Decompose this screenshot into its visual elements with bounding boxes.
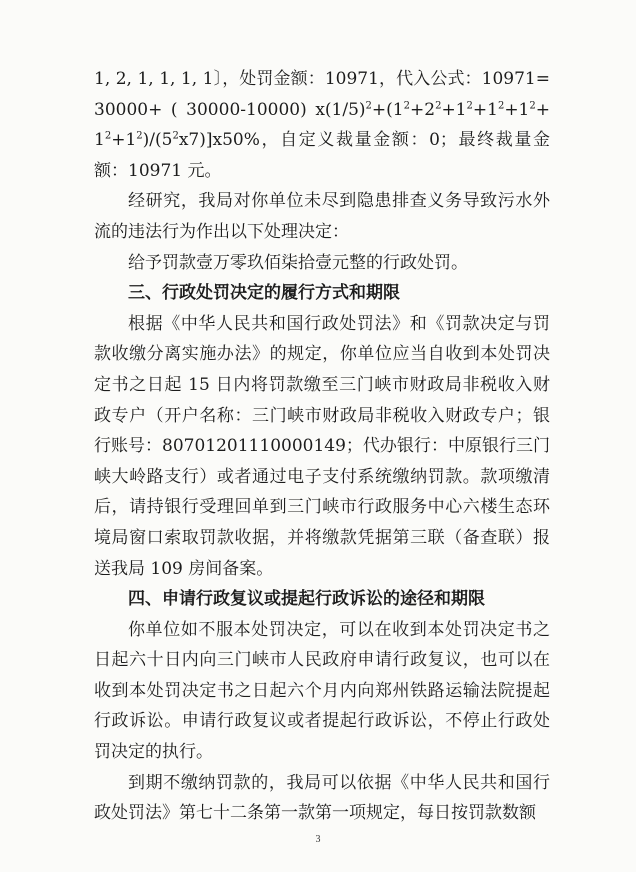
calc-text: )/(5: [142, 130, 173, 151]
calculation-paragraph: [94, 64, 550, 186]
research-paragraph: 经研究，我局对你单位未尽到隐患排查义务导致污水外流的违法行为作出以下处理决定：: [94, 191, 550, 242]
calc-text: +1: [472, 99, 498, 120]
superscript: 2: [365, 99, 372, 111]
calc-text: +(1: [371, 99, 404, 120]
superscript: 2: [466, 99, 473, 111]
decision-paragraph: 给予罚款壹万零玖佰柒拾壹元整的行政处罚。: [128, 252, 468, 273]
appeal-paragraph: 你单位如不服本处罚决定，可以在收到本处罚决定书之日起六十日内向三门峡市人民政府申请行政复议，也可以在收到本处罚决定书之日起六个月内向郑州铁路运输法院提起行政诉讼。申请行政复议或者提起行政诉讼，不停止行政处罚决定的执行。: [94, 619, 550, 763]
superscript: 2: [529, 99, 536, 111]
superscript: 2: [497, 99, 505, 111]
section-heading-3: 三、行政处罚决定的履行方式和期限: [128, 283, 400, 304]
calc-text: +1: [441, 99, 467, 120]
superscript: 2: [172, 130, 179, 142]
superscript: 2: [104, 130, 112, 142]
calc-text: x7)]x50%，自定义裁量金额：0；最终裁量金额：10971 元。: [94, 130, 550, 181]
payment-paragraph: 根据《中华人民共和国行政处罚法》和《罚款决定与罚款收缴分离实施办法》的规定，你单位应当自收到本处罚决定书之日起 15 日内将罚款缴至三门峡市财政局非税收入财政专户（开户名称：三门峡市财政局非税收入财政专户；银行账号：80701201110000149；代办银行：中原银行三门峡大岭路支行）或者通过电子支付系统缴纳罚款。款项缴清后，请持银行受理回单到三门峡市行政服务中心六楼生态环境局窗口索取罚款收据，并将缴款凭据第三联（备查联）报送我局 109 房间备案。: [94, 313, 550, 579]
calc-text: +1: [504, 99, 530, 120]
document-body: [94, 64, 550, 829]
calc-text: +1: [94, 99, 550, 151]
section-heading-4: 四、申请行政复议或提起行政诉讼的途径和期限: [128, 589, 485, 610]
superscript: 2: [403, 99, 410, 111]
overdue-paragraph: 到期不缴纳罚款的，我局可以依据《中华人民共和国行政处罚法》第七十二条第一款第一项规定，每日按罚款数额: [94, 772, 550, 824]
superscript: 2: [136, 130, 143, 142]
page-number: 3: [315, 834, 321, 845]
superscript: 2: [435, 99, 442, 111]
calc-text: 1, 2, 1, 1, 1, 1〕，处罚金额：10971，代入公式：10971= 30000+ ( 30000-10000) x(1/5): [94, 69, 550, 120]
calc-text: +1: [111, 130, 137, 151]
calc-text: +2: [410, 99, 436, 120]
